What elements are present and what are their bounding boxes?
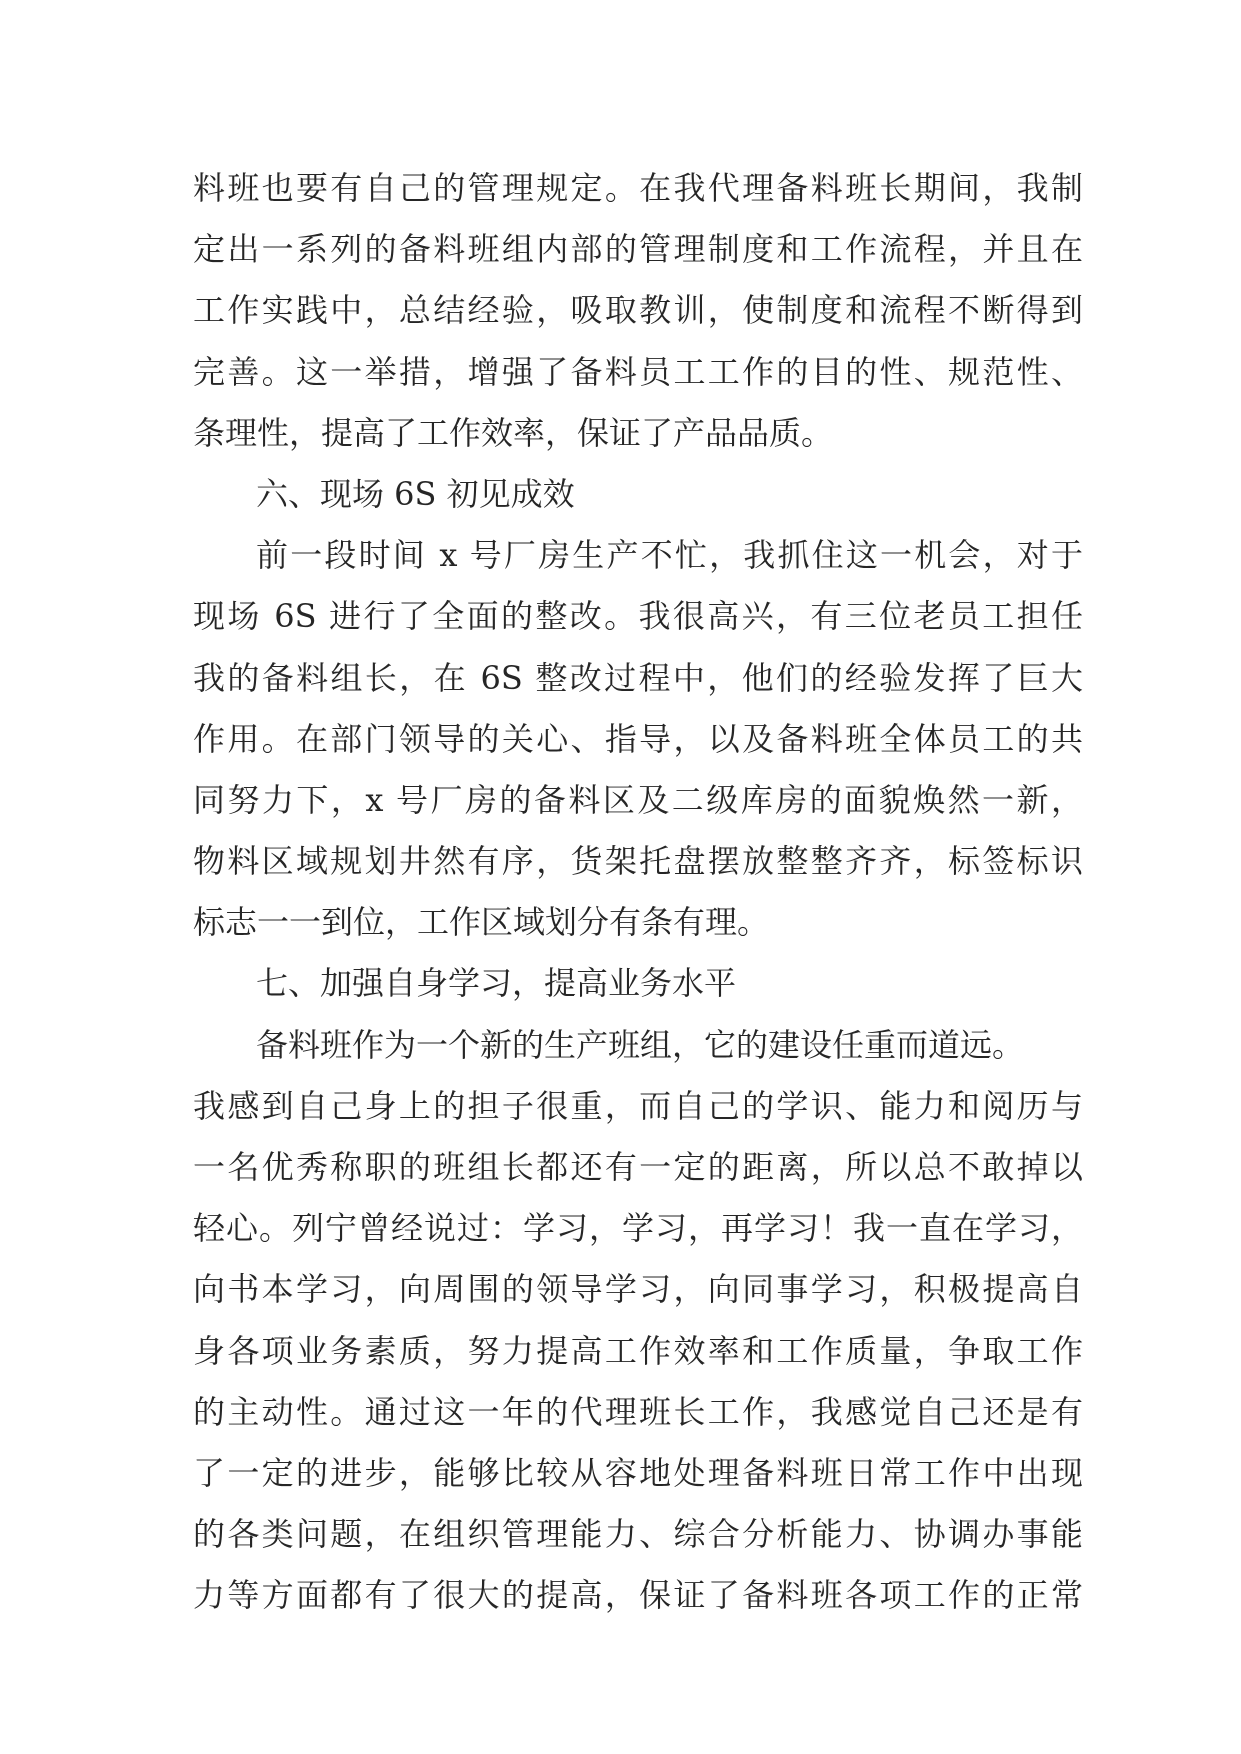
text-line: 完善。这一举措，增强了备料员工工作的目的性、规范性、 (193, 352, 1083, 391)
text-line: 我感到自己身上的担子很重，而自己的学识、能力和阅历与 (193, 1086, 1083, 1125)
text-line: 标志一一到位，工作区域划分有条有理。 (193, 903, 770, 942)
text-line: 的各类问题，在组织管理能力、综合分析能力、协调办事能 (193, 1515, 1083, 1554)
text-line: 了一定的进步，能够比较从容地处理备料班日常工作中出现 (193, 1453, 1083, 1492)
text-line: 条理性，提高了工作效率，保证了产品品质。 (193, 413, 834, 452)
text-line: 前一段时间 x 号厂房生产不忙，我抓住这一机会，对于 (256, 536, 1083, 575)
text-line: 物料区域规划井然有序，货架托盘摆放整整齐齐，标签标识 (193, 842, 1083, 881)
text-line: 工作实践中，总结经验，吸取教训，使制度和流程不断得到 (193, 291, 1083, 330)
text-line: 向书本学习，向周围的领导学习，向同事学习，积极提高自 (193, 1270, 1083, 1309)
text-line: 作用。在部门领导的关心、指导，以及备料班全体员工的共 (193, 719, 1083, 758)
text-line: 现场 6S 进行了全面的整改。我很高兴，有三位老员工担任 (193, 597, 1083, 636)
text-line: 定出一系列的备料班组内部的管理制度和工作流程，并且在 (193, 230, 1083, 269)
section-heading: 六、现场 6S 初见成效 (256, 474, 575, 513)
text-line: 一名优秀称职的班组长都还有一定的距离，所以总不敢掉以 (193, 1148, 1083, 1186)
text-line: 的主动性。通过这一年的代理班长工作，我感觉自己还是有 (193, 1392, 1083, 1431)
text-line: 身各项业务素质，努力提高工作效率和工作质量，争取工作 (193, 1331, 1083, 1370)
document-body (193, 158, 1083, 1627)
text-line: 力等方面都有了很大的提高，保证了备料班各项工作的正常 (193, 1576, 1083, 1615)
text-line: 料班也要有自己的管理规定。在我代理备料班长期间，我制 (193, 169, 1083, 207)
text-line: 备料班作为一个新的生产班组，它的建设任重而道远。 (256, 1025, 1025, 1064)
text-line: 同努力下，x 号厂房的备料区及二级库房的面貌焕然一新， (193, 780, 1083, 819)
text-line: 我的备料组长，在 6S 整改过程中，他们的经验发挥了巨大 (193, 658, 1083, 697)
section-heading: 七、加强自身学习，提高业务水平 (256, 964, 737, 1003)
text-line: 轻心。列宁曾经说过：学习，学习，再学习！我一直在学习， (193, 1209, 1083, 1248)
